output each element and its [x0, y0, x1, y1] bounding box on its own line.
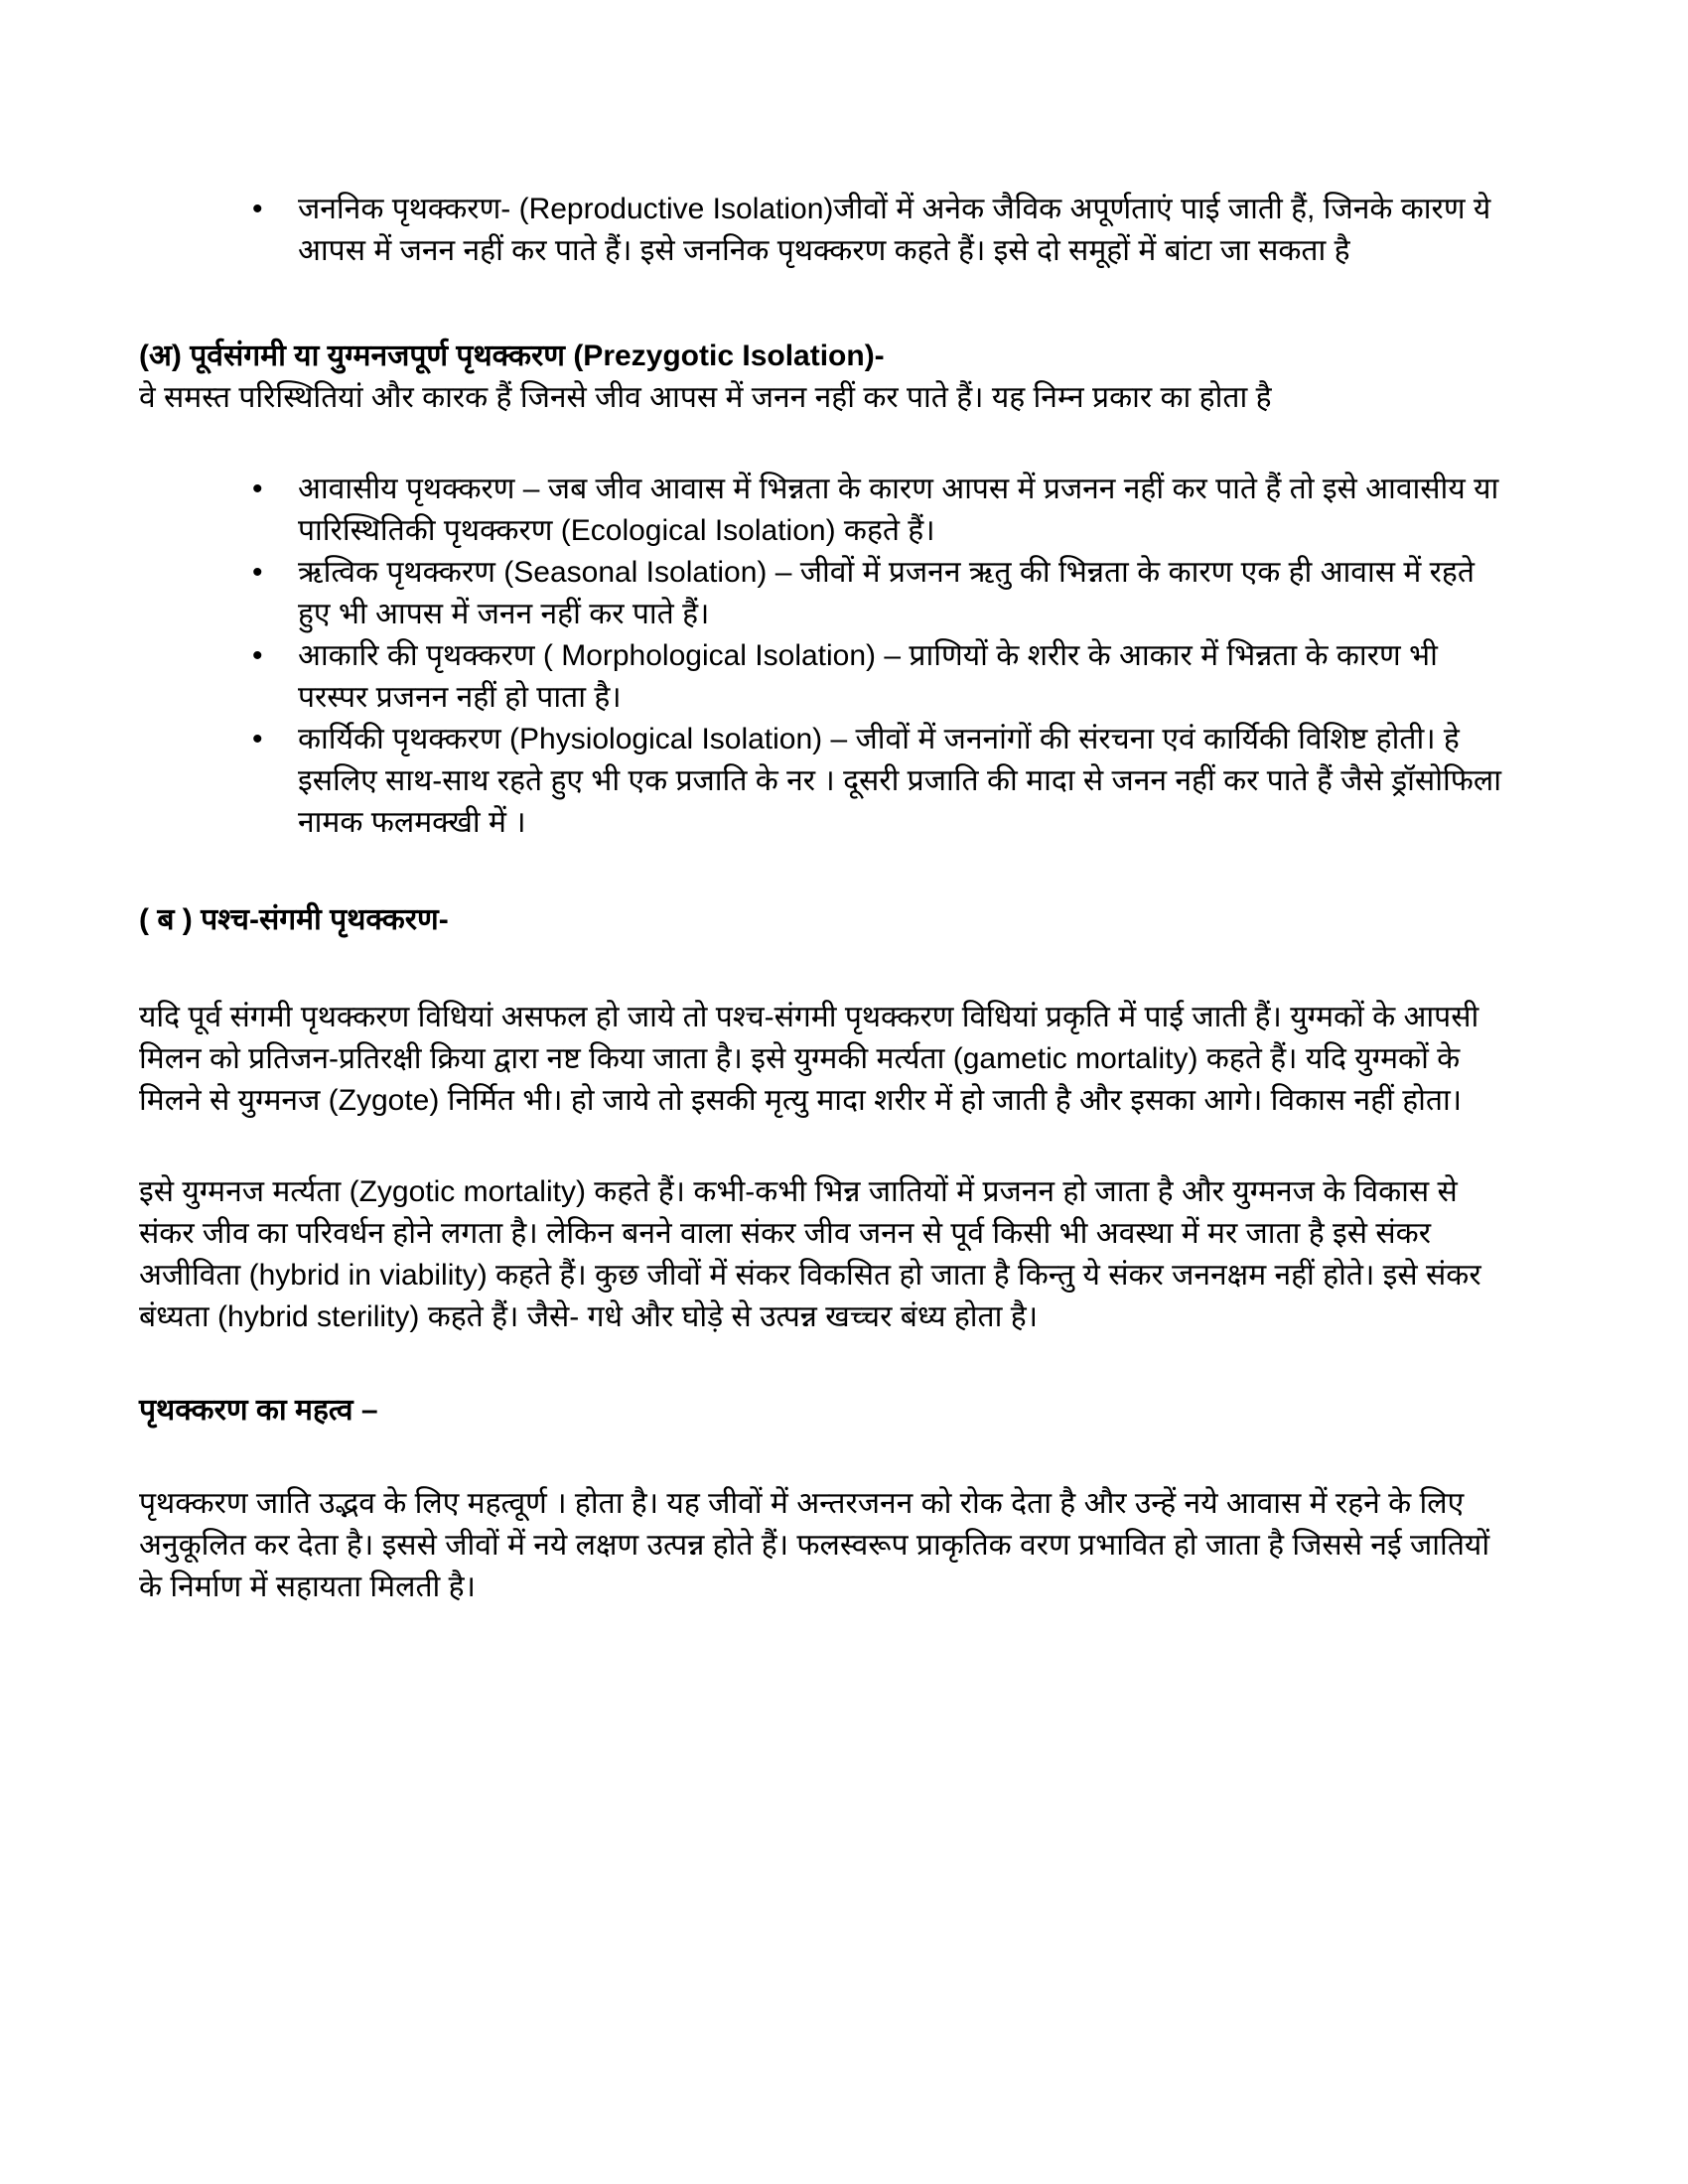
list-item: • आकारि की पृथक्करण ( Morphological Isolation) – प्राणियों के शरीर के आकार में भिन्नता के कारण भी परस्पर प्रजनन नहीं हो पाता है। [298, 635, 1509, 719]
list-item: • कार्यिकी पृथक्करण (Physiological Isolation) – जीवों में जननांगों की संरचना एवं कार्यिकी विशिष्ट होती। हे इसलिए साथ-साथ रहते हुए भी एक प्रजाति के नर । दूसरी प्रजाति की मादा से जनन नहीं कर पाते हैं जैसे ड्रॉसोफिला नामक फलमक्खी में । [298, 719, 1509, 844]
list-item: • जननिक पृथक्करण- (Reproductive Isolation)जीवों में अनेक जैविक अपूर्णताएं पाई जाती हैं, जिनके कारण ये आपस में जनन नहीं कर पाते हैं। इसे जननिक पृथक्करण कहते हैं। इसे दो समूहों में बांटा जा सकता है [298, 189, 1509, 272]
importance-heading: पृथक्करण का महत्व – [139, 1394, 378, 1427]
importance-paragraph: पृथक्करण जाति उद्भव के लिए महत्वूर्ण । होता है। यह जीवों में अन्तरजनन को रोक देता है और उन्हें नये आवास में रहने के लिए अनुकूलित कर देता है। इससे जीवों में नये लक्षण उत्पन्न होते हैं। फलस्वरूप प्राकृतिक वरण प्रभावित हो जाता है जिससे नई जातियों के निर्माण में सहायता मिलती है। [139, 1487, 1490, 1603]
section-a-bullet-list [139, 469, 1509, 844]
section-a-intro: वे समस्त परिस्थितियां और कारक हैं जिनसे जीव आपस में जनन नहीं कर पाते हैं। यह निम्न प्रकार का होता है [139, 381, 1272, 414]
section-b-heading: ( ब ) पश्च-संगमी पृथक्करण- [139, 903, 449, 936]
section-a-heading: (अ) पूर्वसंगमी या युग्मनजपूर्ण पृथक्करण (Prezygotic Isolation)- [139, 340, 885, 372]
intro-bullet-list [139, 189, 1509, 272]
section-b-paragraph-1: यदि पूर्व संगमी पृथक्करण विधियां असफल हो जाये तो पश्च-संगमी पृथक्करण विधियां प्रकृति में पाई जाती हैं। युग्मकों के आपसी मिलन को प्रतिजन-प्रतिरक्षी क्रिया द्वारा नष्ट किया जाता है। इसे युग्मकी मर्त्यता (gametic mortality) कहते हैं। यदि युग्मकों के मिलने से युग्मनज (Zygote) निर्मित भी। हो जाये तो इसकी मृत्यु मादा शरीर में हो जाती है और इसका आगे। विकास नहीं होता। [139, 1001, 1479, 1117]
list-item: • आवासीय पृथक्करण – जब जीव आवास में भिन्नता के कारण आपस में प्रजनन नहीं कर पाते हैं तो इसे आवासीय या पारिस्थितिकी पृथक्करण (Ecological Isolation) कहते हैं। [298, 469, 1509, 552]
list-item: • ऋत्विक पृथक्करण (Seasonal Isolation) – जीवों में प्रजनन ऋतु की भिन्नता के कारण एक ही आवास में रहते हुए भी आपस में जनन नहीं कर पाते हैं। [298, 552, 1509, 635]
section-b-paragraph-2: इसे युग्मनज मर्त्यता (Zygotic mortality) कहते हैं। कभी-कभी भिन्न जातियों में प्रजनन हो जाता है और युग्मनज के विकास से संकर जीव का परिवर्धन होने लगता है। लेकिन बनने वाला संकर जीव जनन से पूर्व किसी भी अवस्था में मर जाता है इसे संकर अजीविता (hybrid in viability) कहते हैं। कुछ जीवों में संकर विकसित हो जाता है किन्तु ये संकर जननक्षम नहीं होते। इसे संकर बंध्यता (hybrid sterility) कहते हैं। जैसे- गधे और घोड़े से उत्पन्न खच्चर बंध्य होता है। [139, 1175, 1481, 1333]
